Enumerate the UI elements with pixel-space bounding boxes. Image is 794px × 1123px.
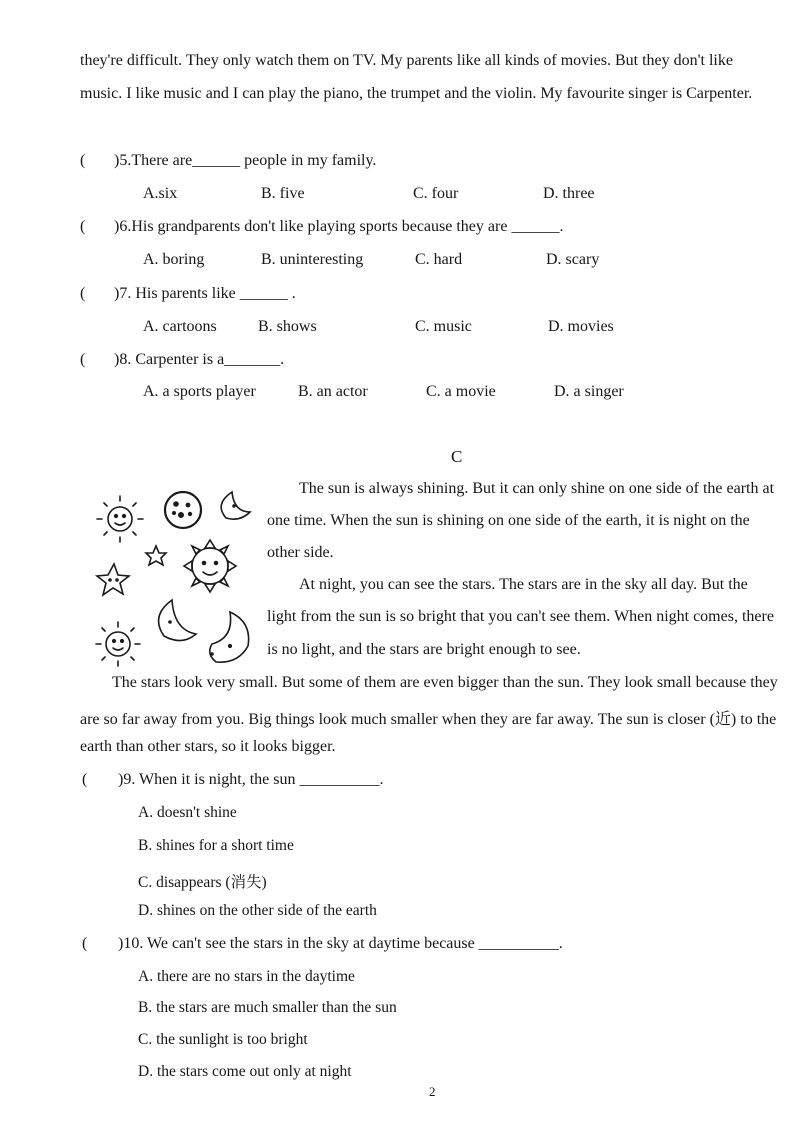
sun-icon [96,622,140,666]
section-c-p1-line-2: one time. When the sun is shining on one side of the earth, it is night on the [267,512,750,529]
option-d: D. shines on the other side of the earth [138,902,377,919]
star-icon [97,564,129,595]
option-c: C. disappears (消失) [138,874,267,891]
option-a: A.six [143,185,178,202]
option-a: A. boring [143,251,205,268]
option-b: B. shows [258,318,317,335]
crescent-moon-icon [159,600,196,641]
crescent-moon-icon [221,492,250,519]
section-c-p3-line-2: are so far away from you. Big things look much smaller when they are far away. The sun is closer (近) to the [80,711,777,728]
option-b: B. uninteresting [261,251,364,268]
option-c: C. a movie [426,383,496,400]
option-c: C. hard [415,251,463,268]
big-sun-icon [184,540,236,592]
question-8-stem: )8. Carpenter is a_______. [114,351,285,368]
section-c-p3-line-1: The stars look very small. But some of them are even bigger than the sun. They look small because they [112,674,778,691]
option-b: B. five [261,185,305,202]
option-b: B. the stars are much smaller than the sun [138,999,397,1016]
question-7-stem: )7. His parents like ______ . [114,285,296,302]
section-c-title: C [451,447,463,466]
page-number: 2 [429,1084,436,1099]
option-b: B. an actor [298,383,368,400]
option-a: A. cartoons [143,318,217,335]
option-c: C. the sunlight is too bright [138,1031,308,1048]
answer-bracket[interactable]: ( [80,285,86,302]
option-d: D. the stars come out only at night [138,1063,352,1080]
section-c-p2-line-1: At night, you can see the stars. The stars are in the sky all day. But the [299,576,748,593]
option-c: C. four [413,185,459,202]
option-d: D. three [543,185,595,202]
option-a: A. there are no stars in the daytime [138,968,355,985]
option-c: C. music [415,318,472,335]
section-c-p2-line-2: light from the sun is so bright that you can't see them. When night comes, there [267,608,774,625]
section-c-p3-line-3: earth than other stars, so it looks bigger. [80,738,336,755]
answer-bracket[interactable]: ( [80,351,86,368]
option-a: A. doesn't shine [138,804,237,821]
option-a: A. a sports player [143,383,256,400]
question-5-stem: )5.There are______ people in my family. [114,152,377,169]
option-d: D. scary [546,251,600,268]
question-9-stem: )9. When it is night, the sun __________. [118,771,384,788]
sun-moon-stars-illustration [84,484,260,674]
question-6-stem: )6.His grandparents don't like playing sports because they are ______. [114,218,564,235]
section-c-p2-line-3: is no light, and the stars are bright enough to see. [267,641,581,658]
section-c-p1-line-1: The sun is always shining. But it can only shine on one side of the earth at [299,480,775,497]
question-10-stem: )10. We can't see the stars in the sky at daytime because __________. [118,935,563,952]
sun-icon [97,496,143,542]
passage-b-line-2: music. I like music and I can play the piano, the trumpet and the violin. My favourite singer is Carpenter. [80,85,753,102]
option-b: B. shines for a short time [138,837,294,854]
answer-bracket[interactable]: ( [82,935,88,952]
answer-bracket[interactable]: ( [80,152,86,169]
moon-face-icon [165,492,201,528]
answer-bracket[interactable]: ( [80,218,86,235]
star-icon [146,546,166,565]
option-d: D. a singer [554,383,624,400]
option-d: D. movies [548,318,614,335]
moon-face-icon [210,612,249,662]
passage-b-line-1: they're difficult. They only watch them on TV. My parents like all kinds of movies. But they don't like [80,52,733,69]
section-c-p1-line-3: other side. [267,544,334,561]
answer-bracket[interactable]: ( [82,771,88,788]
